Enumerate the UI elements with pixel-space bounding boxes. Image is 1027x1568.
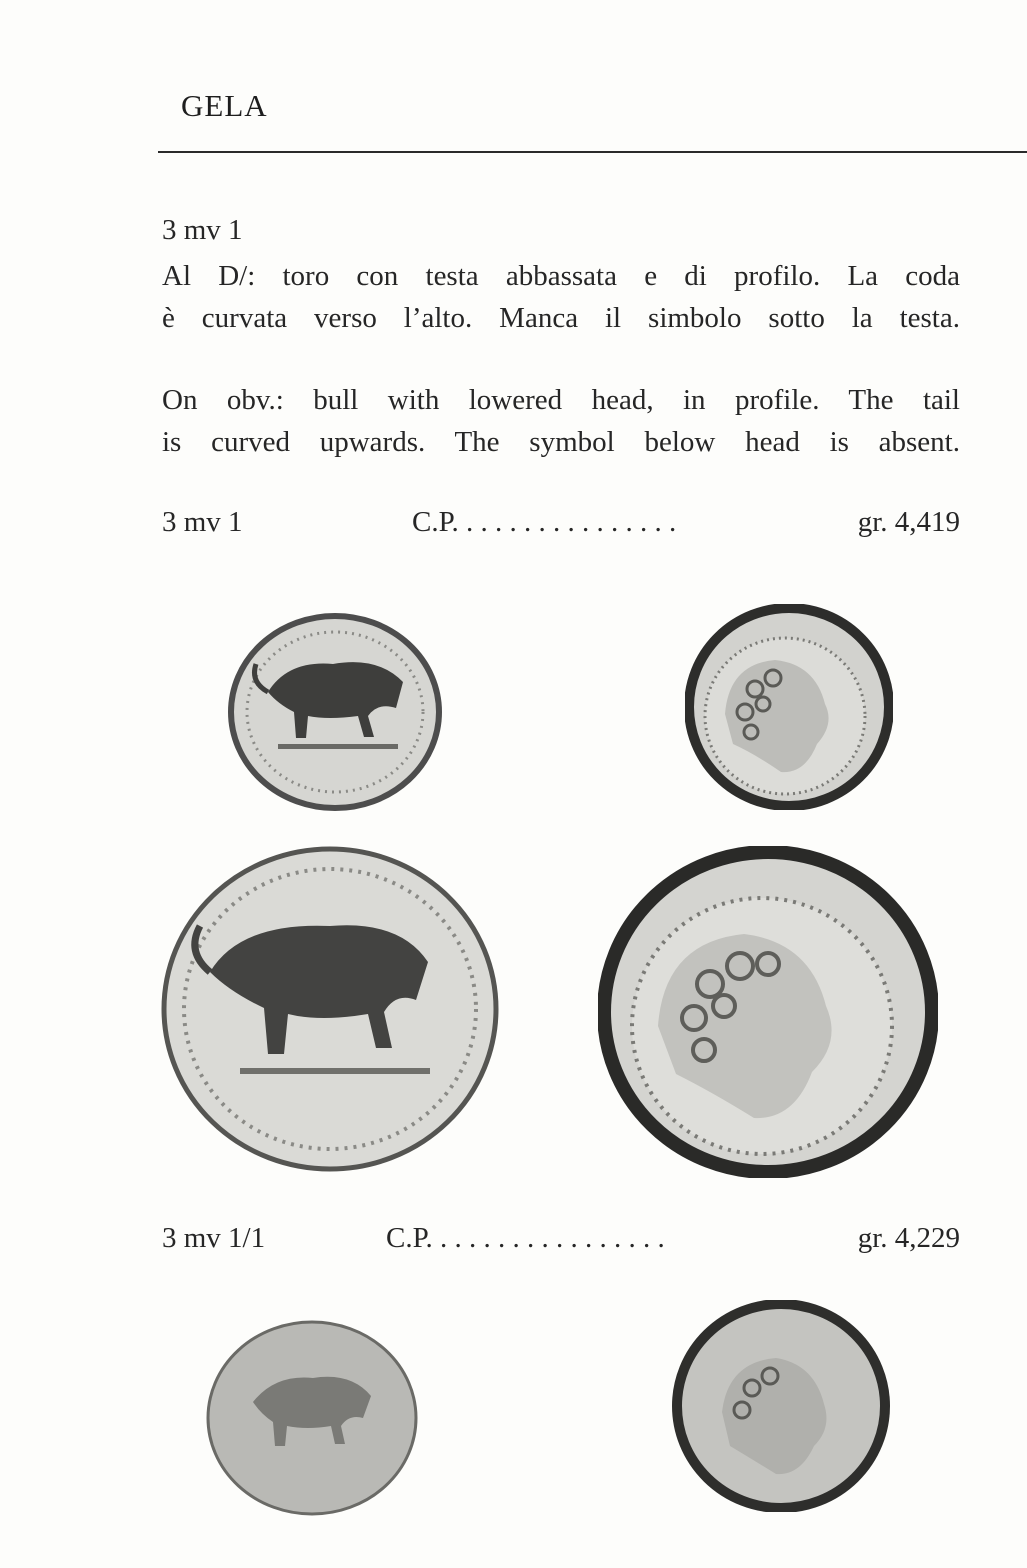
catalog-weight: gr. 4,419 (857, 506, 960, 538)
coin-obverse-bull-image (203, 1318, 421, 1518)
italian-line: è curvata verso l’alto. Manca il simbolo sotto la testa. (162, 302, 960, 334)
coin-obverse-bull-image (228, 612, 446, 812)
catalog-weight: gr. 4,229 (857, 1222, 960, 1254)
english-line: On obv.: bull with lowered head, in profile. The tail (162, 384, 960, 416)
catalog-row (162, 1222, 960, 1262)
coin-reverse-head-image (672, 1300, 890, 1512)
coin-reverse-head-image (685, 604, 893, 810)
catalog-id: 3 mv 1/1 (162, 1222, 266, 1254)
english-line: is curved upwards. The symbol below head is absent. (162, 426, 960, 458)
catalog-collection: C.P. . . . . . . . . . . . . . . . (412, 506, 677, 538)
header-divider (158, 151, 1027, 153)
english-description (162, 379, 960, 463)
coin-obverse-bull-enlarged-image (160, 842, 500, 1172)
entry-id: 3 mv 1 (162, 214, 243, 246)
italian-description (162, 255, 960, 339)
coin-reverse-head-enlarged-image (598, 846, 938, 1178)
page-title: GELA (181, 88, 268, 123)
catalog-collection: C.P. . . . . . . . . . . . . . . . . (386, 1222, 665, 1254)
catalog-row (162, 506, 960, 546)
catalog-id: 3 mv 1 (162, 506, 243, 538)
italian-line: Al D/: toro con testa abbassata e di profilo. La coda (162, 260, 960, 292)
